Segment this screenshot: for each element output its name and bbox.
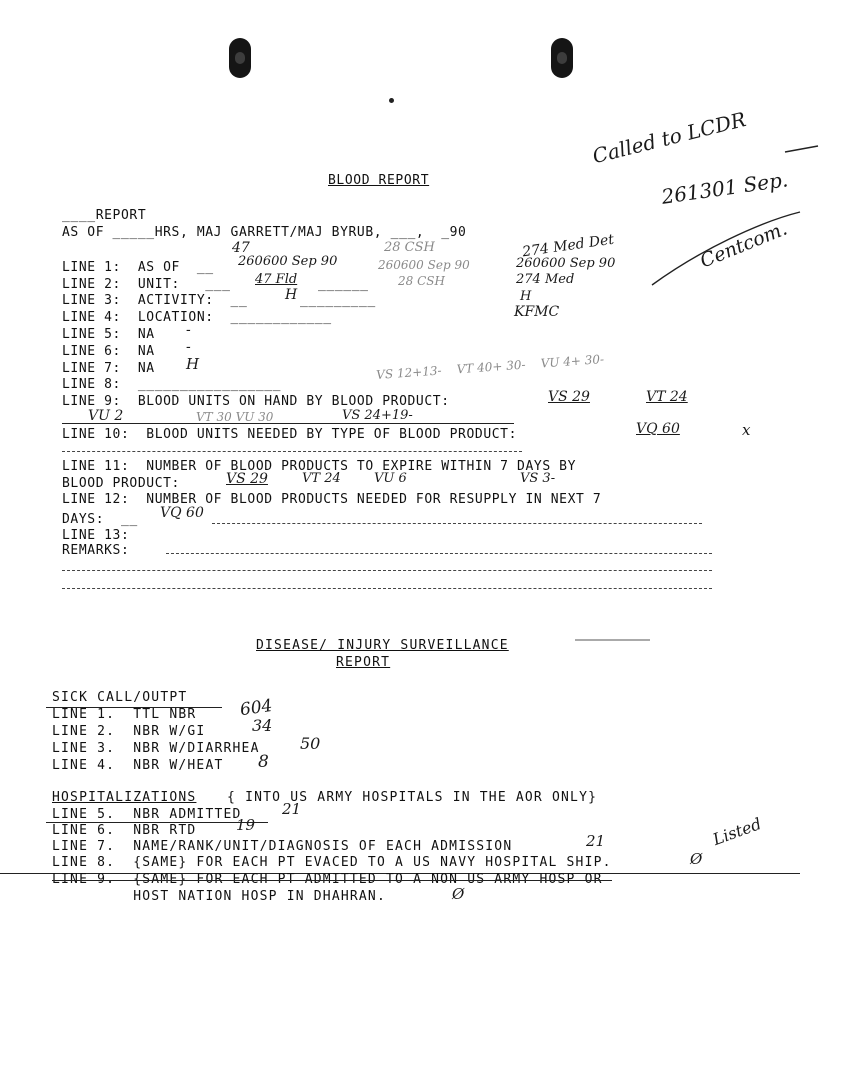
- handwritten-note-time: 261301 Sep.: [660, 167, 790, 209]
- hw-diarrhea: 50: [300, 734, 321, 753]
- hw-as-of-number: 47: [232, 240, 250, 256]
- hw-heat: 8: [258, 752, 269, 772]
- hw-line11-v3: VU 6: [374, 471, 407, 486]
- hw-line9-v2: VT 24: [646, 389, 688, 405]
- hw-rtd: 19: [236, 816, 256, 834]
- d-line-9b: HOST NATION HOSP IN DHAHRAN.: [52, 889, 386, 904]
- hw-col3-line0: 274 Med Det: [521, 231, 616, 261]
- line-6: LINE 6: NA: [62, 344, 155, 359]
- report-line: ____REPORT: [62, 208, 147, 223]
- line-2: LINE 2: UNIT: ___: [62, 277, 231, 292]
- hw-each-admission: 21: [586, 832, 606, 850]
- line-1: LINE 1: AS OF __: [62, 260, 214, 275]
- line-9: LINE 9: BLOOD UNITS ON HAND BY BLOOD PRODUCT:: [62, 394, 450, 409]
- hw-col3-line3: H: [520, 289, 532, 304]
- d-line-6: LINE 6. NBR RTD: [52, 823, 197, 838]
- d-line-3: LINE 3. NBR W/DIARRHEA: [52, 741, 260, 756]
- hw-line7-mark: H: [186, 355, 200, 373]
- line-5: LINE 5: NA: [62, 327, 155, 342]
- line-2-tail: ______: [318, 277, 369, 292]
- d-line-7: LINE 7. NAME/RANK/UNIT/DIAGNOSIS OF EACH ADMISSION: [52, 839, 513, 854]
- d-line-5: LINE 5. NBR ADMITTED: [52, 807, 242, 822]
- hw-col3-line1: 260600 Sep 90: [516, 256, 616, 271]
- hw-non-army: Ø: [452, 885, 465, 903]
- remarks-rule-1: [166, 553, 712, 554]
- hw-line2-value: 47 Fld: [255, 272, 298, 287]
- line-9-underline: [62, 423, 514, 424]
- hw-admitted: 21: [282, 800, 302, 818]
- remarks-label: REMARKS:: [62, 543, 130, 558]
- handwritten-note-called: Called to LCDR: [590, 106, 749, 169]
- hw-line6-mark: -: [186, 339, 191, 355]
- line-4: LINE 4: LOCATION: ____________: [62, 310, 332, 325]
- d-line-2: LINE 2. NBR W/GI: [52, 724, 206, 739]
- hw-line1-value: 260600 Sep 90: [238, 254, 338, 269]
- d-line-9a: LINE 9. {SAME} FOR EACH PT ADMITTED TO A NON US ARMY HOSP OR: [52, 872, 603, 887]
- line-10-rule: [62, 451, 522, 452]
- hw-line9-cont2: VT 30 VU 30: [196, 410, 274, 424]
- hw-line3-value: H: [285, 287, 298, 303]
- line-9-strike: [52, 880, 612, 881]
- disease-title-1: DISEASE/ INJURY SURVEILLANCE: [256, 638, 509, 653]
- line-10: LINE 10: BLOOD UNITS NEEDED BY TYPE OF BLOOD PRODUCT:: [62, 427, 518, 442]
- hw-line10-mark: x: [742, 421, 751, 439]
- line-12-rule: [212, 523, 702, 524]
- hw-col3-line2: 274 Med: [516, 272, 575, 287]
- hw-line5-mark: -: [186, 322, 191, 338]
- line-12a: LINE 12: NUMBER OF BLOOD PRODUCTS NEEDED FOR RESUPPLY IN NEXT 7: [62, 492, 602, 507]
- line-3-tail: _________: [300, 293, 376, 308]
- hw-line12-value: VQ 60: [160, 505, 204, 521]
- line-7: LINE 7: NA: [62, 361, 155, 376]
- d-line-4: LINE 4. NBR W/HEAT: [52, 758, 224, 773]
- line-11b: BLOOD PRODUCT:: [62, 476, 180, 491]
- hw-listed-note: Listed: [710, 814, 764, 849]
- hw-col3-line4: KFMC: [514, 304, 560, 320]
- as-of-line: AS OF _____HRS, MAJ GARRETT/MAJ BYRUB, ___, _90: [62, 225, 467, 240]
- hw-line11-v4: VS 3-: [520, 471, 556, 486]
- hw-line9-cont: VU 2: [88, 408, 124, 424]
- d-line-1: LINE 1. TTL NBR: [52, 707, 197, 722]
- line-11a: LINE 11: NUMBER OF BLOOD PRODUCTS TO EXPIRE WITHIN 7 DAYS BY: [62, 459, 577, 474]
- handwritten-note-centcom: Centcom.: [697, 217, 791, 273]
- hosp-heading-tail: { INTO US ARMY HOSPITALS IN THE AOR ONLY}: [218, 790, 598, 805]
- line-12b: DAYS: __: [62, 512, 138, 527]
- hw-line11-v2: VT 24: [302, 471, 341, 486]
- blood-report-title: BLOOD REPORT: [328, 173, 430, 188]
- line-13: LINE 13:: [62, 528, 130, 543]
- hw-line10-value: VQ 60: [636, 421, 680, 437]
- hw-line11-v1: VS 29: [226, 471, 268, 487]
- hosp-heading: HOSPITALIZATIONS: [52, 790, 197, 805]
- hw-gi: 34: [252, 716, 273, 735]
- hw-col2-line2: 28 CSH: [398, 274, 445, 288]
- line-8: LINE 8: _________________: [62, 377, 282, 392]
- hw-line9-cont3: VS 24+19-: [342, 408, 413, 423]
- remarks-rule-3: [62, 588, 712, 589]
- remarks-rule-2: [62, 570, 712, 571]
- hw-col2-line1: 260600 Sep 90: [378, 258, 470, 272]
- hw-ttl-nbr: 604: [238, 695, 274, 721]
- sick-call-heading: SICK CALL/OUTPT: [52, 690, 188, 705]
- hw-col2-line0: 28 CSH: [384, 240, 435, 255]
- hw-navy-ship: Ø: [690, 850, 703, 868]
- d-line-8: LINE 8. {SAME} FOR EACH PT EVACED TO A US NAVY HOSPITAL SHIP.: [52, 855, 612, 870]
- disease-title-2: REPORT: [336, 655, 391, 670]
- hw-line8-faint: VS 12+13- VT 40+ 30- VU 4+ 30-: [375, 352, 605, 382]
- line-3: LINE 3: ACTIVITY: __: [62, 293, 248, 308]
- hw-line9-v1: VS 29: [548, 389, 590, 405]
